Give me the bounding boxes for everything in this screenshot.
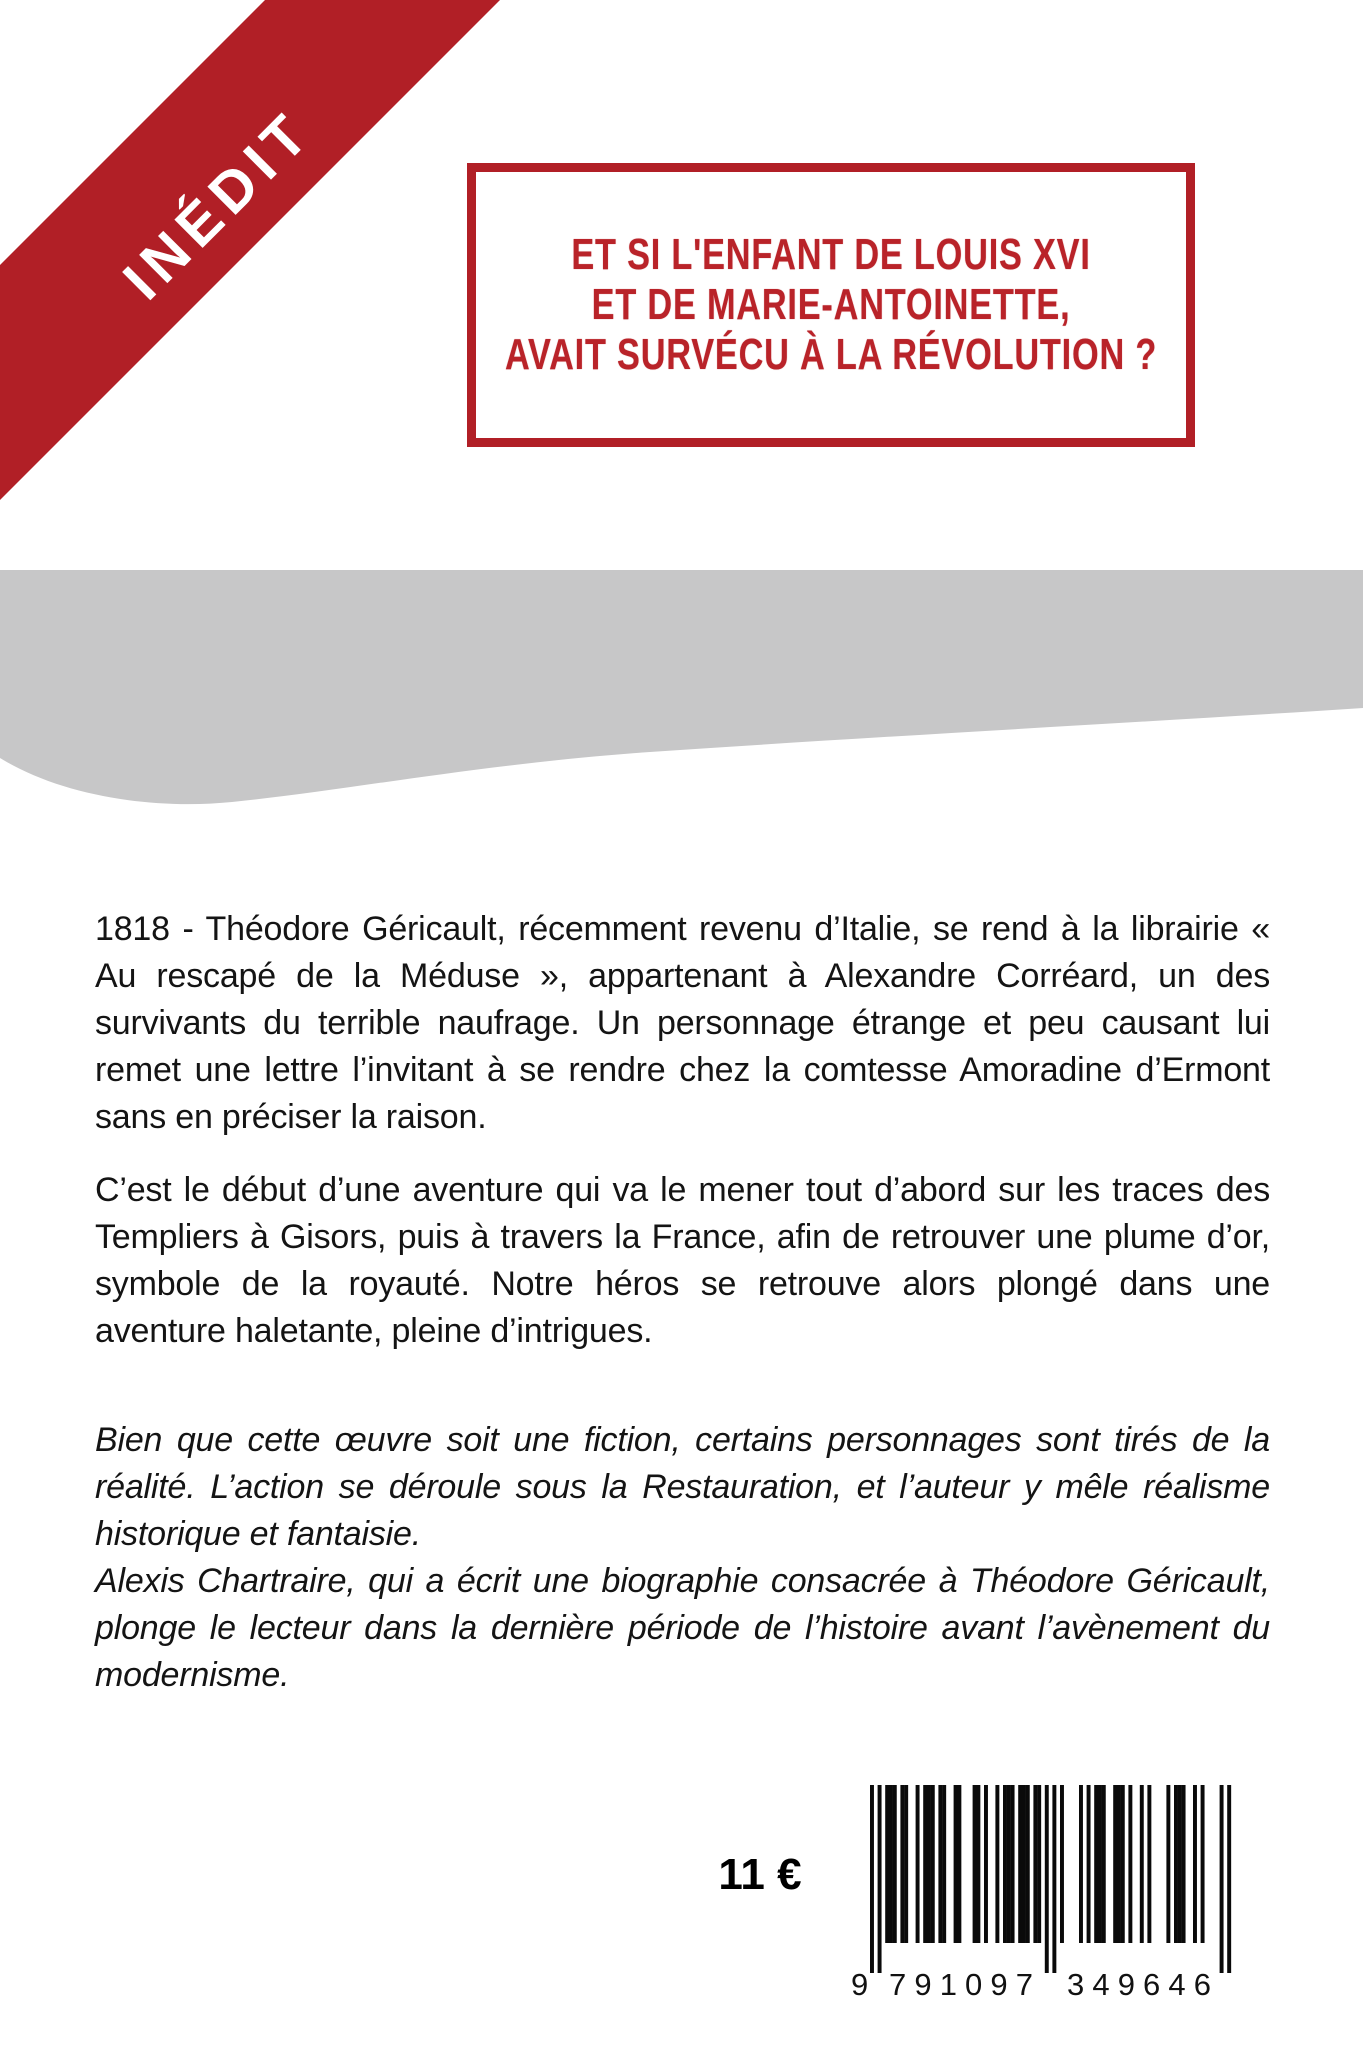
tagline-line-1: ET SI L'ENFANT DE LOUIS XVI	[571, 230, 1091, 279]
inedit-ribbon	[0, 0, 520, 520]
back-cover-text	[95, 906, 1270, 1699]
barcode-digit-left: 9	[851, 1967, 869, 2000]
barcode	[845, 1785, 1265, 2000]
gray-wave	[0, 560, 1363, 820]
tagline-text	[505, 230, 1157, 380]
tagline-box	[467, 163, 1195, 447]
tagline-line-3: AVAIT SURVÉCU À LA RÉVOLUTION ?	[504, 330, 1158, 379]
gray-wave-shape	[0, 570, 1363, 804]
author-note-paragraph-1: Bien que cette œuvre soit une fiction, certains personnages sont tirés de la réalité. L’action se déroule sous la Restauration, et l’auteur y mêle réalisme historique et fantaisie.	[95, 1421, 1270, 1553]
tagline-line-2: ET DE MARIE-ANTOINETTE,	[591, 280, 1071, 329]
price-label: 11 €	[718, 1850, 802, 1899]
barcode-digit-group-2: 349646	[1067, 1967, 1211, 2000]
barcode-bars	[870, 1785, 1231, 1973]
ribbon-band	[0, 0, 500, 500]
barcode-digit-group-1: 791097	[889, 1967, 1033, 2000]
synopsis-paragraph-2: C’est le début d’une aventure qui va le mener tout d’abord sur les traces des Templiers à Gisors, puis à travers la France, afin de retrouver une plume d’or, symbole de la royauté. Notre héros se retrouve alors plongé dans une aventure haletante, pleine d’intrigues.	[95, 1171, 1270, 1350]
author-note-paragraph-2: Alexis Chartraire, qui a écrit une biographie consacrée à Théodore Géricault, plonge le lecteur dans la dernière période de l’histoire avant l’avènement du modernisme.	[95, 1562, 1270, 1694]
inedit-ribbon-label: INÉDIT	[110, 97, 326, 313]
synopsis-paragraph-1: 1818 - Théodore Géricault, récemment revenu d’Italie, se rend à la librairie « Au rescapé de la Méduse », appartenant à Alexandre Corréard, un des survivants du terrible naufrage. Un personnage étrange et peu causant lui remet une lettre l’invitant à se rendre chez la comtesse Amoradine d’Ermont sans en préciser la raison.	[95, 910, 1270, 1136]
